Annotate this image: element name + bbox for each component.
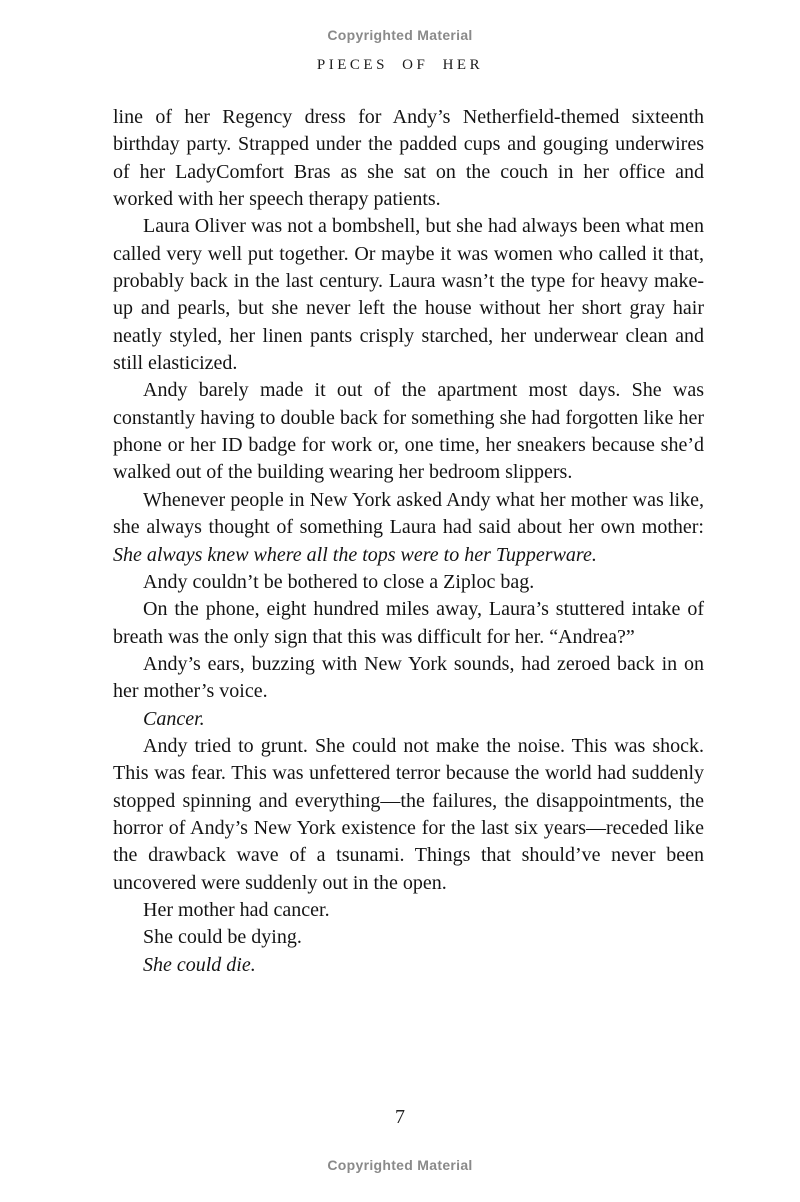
body-text: Laura Oliver was not a bombshell, but she had always been what men called very well put together. Or maybe it was women who called it that, probably back in the last century. Laura wasn’t the type for heavy make-up and pearls, but she never left the house without her short gray hair neatly styled, her linen pants crisply starched, her underwear clean and still elasticized.: [113, 215, 704, 375]
paragraph: [113, 733, 704, 897]
body-text: Andy’s ears, buzzing with New York sounds, had zeroed back in on her mother’s voice.: [113, 652, 704, 703]
italic-text: She could die.: [143, 953, 256, 976]
body-text: Andy couldn’t be bothered to close a Ziploc bag.: [143, 570, 535, 593]
body-text: On the phone, eight hundred miles away, Laura’s stuttered intake of breath was the only sign that this was difficult for her. “Andrea?”: [113, 598, 704, 648]
paragraph: [113, 651, 704, 706]
paragraph: [113, 706, 704, 733]
italic-text: She always knew where all the tops were to her Tupperware.: [113, 543, 597, 566]
paragraph: [113, 596, 704, 651]
running-title: PIECES OF HER: [316, 57, 484, 73]
body-text: line of her Regency dress for Andy’s Netherfield-themed sixteenth birthday party. Strapped under the padded cups and gouging underwires of her LadyComfort Bras as she sat on the couch in her office and worked with her speech therapy patients.: [113, 106, 704, 211]
paragraph: [113, 213, 704, 377]
paragraph: [113, 952, 704, 979]
paragraph: [113, 924, 704, 951]
paragraph: [113, 104, 704, 213]
body-text: Whenever people in New York asked Andy what her mother was like, she always thought of something Laura had said about her own mother:: [113, 488, 704, 539]
paragraph: [113, 487, 704, 569]
book-text: [113, 104, 704, 979]
paragraph: [113, 569, 704, 596]
italic-text: Cancer.: [143, 707, 205, 730]
body-text: Her mother had cancer.: [143, 898, 330, 921]
body-text: Andy barely made it out of the apartment most days. She was constantly having to double back for something she had forgotten like her phone or her ID badge for work or, one time, her sneakers because she’d walked out of the building wearing her bedroom slippers.: [113, 379, 704, 484]
body-text: She could be dying.: [143, 926, 302, 949]
body-text: Andy tried to grunt. She could not make the noise. This was shock. This was fear. This was unfettered terror because the world had suddenly stopped spinning and everything—the failures, the disappointments, the horror of Andy’s New York existence for the last six years—receded like the drawback wave of a tsunami. Things that should’ve never been uncovered were suddenly out in the open.: [113, 734, 704, 894]
paragraph: [113, 377, 704, 486]
copyright-notice-top: Copyrighted Material: [327, 27, 473, 43]
copyright-notice-bottom: Copyrighted Material: [327, 1157, 473, 1173]
page-number: 7: [395, 1106, 405, 1128]
paragraph: [113, 897, 704, 924]
